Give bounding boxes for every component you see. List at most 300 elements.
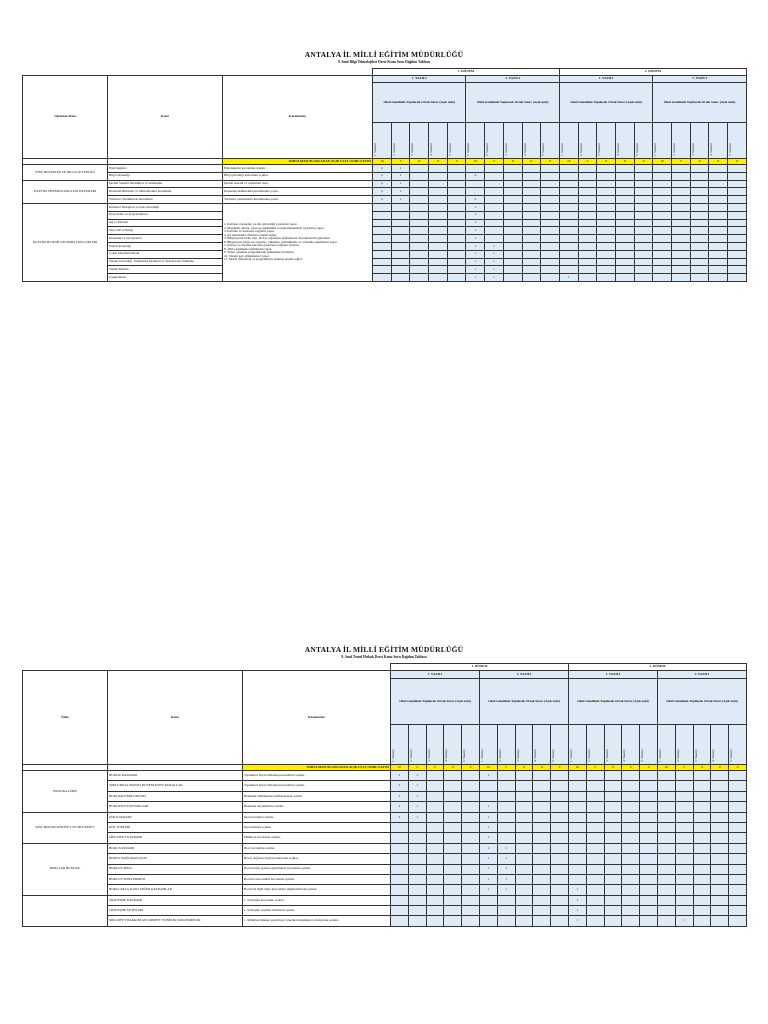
scenario-label: 5. Senaryo [551,749,556,762]
exam-type-open: (Açık uçlu) [439,99,455,104]
mark-cell [658,874,676,884]
mark-cell [408,874,426,884]
mark-cell [541,196,560,204]
sum-value: 0 [447,159,466,165]
mark-cell [515,916,533,926]
mark-cell [729,822,747,832]
mark-cell [497,771,515,781]
mark-cell: 1 [569,906,587,916]
mark-cell [503,266,522,274]
sum-value: 10 [373,159,392,165]
mark-cell [597,211,616,219]
mark-cell [690,250,709,258]
learning-area: İŞLETİM SİSTEMİ KURULUM İŞLEMLERİ [23,180,108,203]
mark-cell [729,874,747,884]
unit-cell: KİŞİ, HUKUKİ EHLİYET VE MÜLKİYET [23,812,108,843]
mark-cell: 1 [480,771,498,781]
mark-cell [711,833,729,843]
mark-cell [711,802,729,812]
scenario-header [429,123,448,159]
topic-cell: İşletim Sistemi Özellikleri ve Kurulumu [108,180,223,188]
mark-cell [373,266,392,274]
scenario-label: 4. Senaryo [522,143,527,156]
mark-cell [586,874,604,884]
sum-value: 0 [693,765,711,771]
mark-cell [690,266,709,274]
mark-cell [586,822,604,832]
mark-cell [410,250,429,258]
mark-cell [515,843,533,853]
mark-cell [728,250,747,258]
scenario-header [408,725,426,765]
sum-value: 0 [709,159,728,165]
mark-cell [551,895,569,905]
mark-cell: 2 [373,180,392,188]
mark-cell [373,235,392,243]
mark-cell [634,211,653,219]
sum-value: 10 [658,765,676,771]
table-row [23,180,747,188]
mark-cell [578,266,597,274]
mark-cell [586,781,604,791]
mark-cell [408,833,426,843]
scenario-label: 3. Senaryo [426,749,431,762]
sum-value: 0 [462,765,480,771]
mark-cell [447,188,466,196]
scenario-header [634,123,653,159]
mark-cell: 2 [373,196,392,204]
sheet1-subtitle: 9. Sınıf Bilgi Teknolojileri Dersi Konu Soru Dağılım Tablosu [337,60,431,64]
mark-cell [503,196,522,204]
mark-cell [569,781,587,791]
mark-cell [497,791,515,801]
outcome-cell: Toplumsal hayatı düzenleyen kuralları açıklar. [243,771,391,781]
mark-cell [373,203,392,211]
mark-cell [559,266,578,274]
mark-cell [586,916,604,926]
scenario-label: 1. Senaryo [391,749,396,762]
exam-type-4 [658,679,747,725]
scenario-label: 4. Senaryo [709,143,714,156]
mark-cell [672,180,691,188]
mark-cell [653,266,672,274]
mark-cell [410,219,429,227]
mark-cell [640,843,658,853]
table-row [23,854,747,864]
mark-cell [485,211,504,219]
mark-cell [522,196,541,204]
mark-cell [462,791,480,801]
mark-cell [693,854,711,864]
mark-cell [615,274,634,282]
scenario-label: 1. Senaryo [373,143,378,156]
sum-value: 10 [391,765,409,771]
scenario-label: 2. Senaryo [497,749,502,762]
mark-cell [503,180,522,188]
mark-cell [559,211,578,219]
scenario-label: 5. Senaryo [729,749,734,762]
mark-cell [533,906,551,916]
mark-cell [462,854,480,864]
table-row [23,812,747,822]
scenario-header [497,725,515,765]
mark-cell [675,843,693,853]
mark-cell [615,258,634,266]
scenario-header [466,123,485,159]
mark-cell [578,188,597,196]
mark-cell [693,771,711,781]
mark-cell [658,843,676,853]
scenario-header [690,123,709,159]
mark-cell [729,812,747,822]
mark-cell [622,885,640,895]
mark-cell [410,203,429,211]
sheet-bilgi-teknolojileri [22,50,746,282]
mark-cell [485,196,504,204]
mark-cell [597,266,616,274]
mark-cell [578,196,597,204]
mark-cell [559,172,578,180]
unit-cell [23,895,108,926]
mark-cell [640,874,658,884]
mark-cell [533,833,551,843]
mark-cell [690,188,709,196]
mark-cell [541,211,560,219]
sum-value: 0 [503,159,522,165]
mark-cell [586,864,604,874]
unit-cell: BORÇLAR HUKUKU [23,843,108,895]
mark-cell [462,874,480,884]
mark-cell [533,864,551,874]
mark-cell [586,895,604,905]
exam-type-2 [480,679,569,725]
mark-cell: 1 [485,242,504,250]
mark-cell [634,266,653,274]
mark-cell [615,165,634,173]
exam-type-1 [373,83,466,123]
mark-cell [604,854,622,864]
mark-cell [426,771,444,781]
table-row [23,203,747,211]
topic-cell: Çoklu Masaüstü Modu [108,250,223,258]
mark-cell [640,895,658,905]
mark-cell [515,833,533,843]
mark-cell [429,227,448,235]
mark-cell [690,227,709,235]
mark-cell [604,906,622,916]
header-blank [23,69,373,76]
scenario-header [426,725,444,765]
exam-type-label: Okul Genelinde Yapılacak Ortak Sınav [399,698,455,703]
outcome-cell: Borçlarla ilgili diğer kavramları ilişkilendirerek açıklar. [243,885,391,895]
mark-cell [640,885,658,895]
topic-cell: Yardımcı Yazılımların Kurulumu [108,196,223,204]
mark-cell [675,854,693,864]
scenario-label: 2. Senaryo [578,143,583,156]
sheet1-table [22,68,747,282]
exam-type-open: (Açık uçlu) [455,698,471,703]
mark-cell [497,833,515,843]
mark-cell [597,172,616,180]
topic-cell: HUKUKUN BÖLÜMLERİ [108,791,243,801]
col-topic-header: Konu [108,671,243,765]
scenario-header [541,123,560,159]
mark-cell [551,854,569,864]
mark-cell [634,219,653,227]
mark-cell: 2 [391,812,409,822]
sum-value: 5 [675,765,693,771]
topic-cell: MÜLKİYET HAKKINI GEÇİRMEYE YÖNELİK SÖZLEŞMELER [108,916,243,926]
mark-cell [426,864,444,874]
mark-cell [640,802,658,812]
exam-type-label: Okul Genelinde Yapılacak Ortak Sınav [488,698,544,703]
mark-cell [551,802,569,812]
mark-cell [675,791,693,801]
exam-type-label: Okul Genelinde Yapılacak Ortak Sınav [663,99,719,104]
mark-cell [578,211,597,219]
outcome-cell: Hukukun kaynaklarını açıklar. [243,802,391,812]
mark-cell [373,227,392,235]
mark-cell [658,895,676,905]
topic-cell: BORCUN SONA ERMESİ [108,874,243,884]
mark-cell [658,822,676,832]
mark-cell [640,812,658,822]
scenario-label: 5. Senaryo [640,749,645,762]
mark-cell [615,172,634,180]
mark-cell [586,906,604,916]
topic-cell: KİŞİ KAVRAMI [108,812,243,822]
mark-cell [569,864,587,874]
mark-cell: 1 [559,274,578,282]
mark-cell [658,781,676,791]
mark-cell [622,781,640,791]
outcome-cell: Hukukun bölümlerini sınıflandırarak açıklar. [243,791,391,801]
outcome-cell: Etik değerler kavramını açıklar. [223,165,373,173]
mark-cell [551,822,569,832]
mark-cell [675,906,693,916]
mark-cell [653,274,672,282]
table-row [23,258,747,266]
mark-cell [429,219,448,227]
mark-cell [522,274,541,282]
mark-cell [597,188,616,196]
mark-cell: 1 [675,916,693,926]
mark-cell [634,274,653,282]
mark-cell [729,833,747,843]
mark-cell [672,188,691,196]
mark-cell [551,874,569,884]
mark-cell [653,180,672,188]
mark-cell [391,895,409,905]
topic-cell: BORÇLARLA İLGİLİ DİĞER KAVRAMLAR [108,885,243,895]
mark-cell [426,802,444,812]
mark-cell [729,885,747,895]
sum-value: 0 [410,159,429,165]
mark-cell [480,895,498,905]
sum-value: 0 [597,159,616,165]
mark-cell [693,802,711,812]
exam-header-4: 2. YAZILI [653,76,746,83]
mark-cell [569,822,587,832]
mark-cell [690,211,709,219]
mark-cell [672,219,691,227]
mark-cell [462,781,480,791]
mark-cell [533,771,551,781]
mark-cell: 1 [408,771,426,781]
mark-cell [522,266,541,274]
mark-cell [444,916,462,926]
mark-cell [622,916,640,926]
scenario-header [410,123,429,159]
mark-cell [711,771,729,781]
mark-cell [615,250,634,258]
mark-cell [640,854,658,864]
mark-cell [533,802,551,812]
mark-cell [622,771,640,781]
mark-cell [622,843,640,853]
mark-cell [640,833,658,843]
mark-cell [586,791,604,801]
scenario-label: 2. Senaryo [485,143,490,156]
mark-cell [615,266,634,274]
mark-cell [634,196,653,204]
scenario-header [533,725,551,765]
mark-cell [462,771,480,781]
mark-cell [711,854,729,864]
mark-cell [559,196,578,204]
mark-cell [578,258,597,266]
sum-value: 0 [522,159,541,165]
mark-cell [559,235,578,243]
mark-cell [462,802,480,812]
mark-cell [711,916,729,926]
mark-cell: 1 [466,219,485,227]
mark-cell [485,227,504,235]
mark-cell [640,864,658,874]
mark-cell [551,771,569,781]
mark-cell [634,242,653,250]
mark-cell: 1 [466,211,485,219]
mark-cell: 1 [569,916,587,926]
scenario-label: 3. Senaryo [604,749,609,762]
mark-cell [675,833,693,843]
mark-cell [480,781,498,791]
mark-cell [429,188,448,196]
table-row [23,172,747,180]
mark-cell [533,885,551,895]
mark-cell [672,203,691,211]
mark-cell [729,802,747,812]
mark-cell [541,242,560,250]
mark-cell [447,274,466,282]
mark-cell [444,812,462,822]
mark-cell: 2 [391,771,409,781]
mark-cell [497,812,515,822]
mark-cell: 1 [497,854,515,864]
mark-cell [447,258,466,266]
mark-cell: 1 [466,250,485,258]
scenario-header [597,123,616,159]
exam-type-open: (Açık uçlu) [532,99,549,104]
mark-cell [604,822,622,832]
mark-cell: 1 [391,180,410,188]
mark-cell [709,180,728,188]
mark-cell [533,791,551,801]
mark-cell [569,791,587,801]
mark-cell: 1 [480,874,498,884]
mark-cell [480,916,498,926]
mark-cell [447,227,466,235]
scenario-label: 4. Senaryo [622,749,627,762]
mark-cell: 1 [485,258,504,266]
scenario-header [675,725,693,765]
table-row [23,885,747,895]
mark-cell [522,188,541,196]
scenario-header [373,123,392,159]
mark-cell [462,895,480,905]
mark-cell [522,219,541,227]
scenario-header [729,725,747,765]
topic-cell: Sistem Güvenliği, Yedekleme İşlemleri ve Sistem Geri Yükleme [108,258,223,266]
mark-cell [444,864,462,874]
mark-cell [522,180,541,188]
mark-cell [408,885,426,895]
table-row [23,791,747,801]
mark-cell [410,180,429,188]
mark-cell: 1 [466,235,485,243]
sum-value: 5 [485,159,504,165]
mark-cell [426,885,444,895]
mark-cell [578,235,597,243]
mark-cell [728,180,747,188]
mark-cell [485,165,504,173]
topic-cell: HUKUKUN KAYNAKLARI [108,802,243,812]
mark-cell [693,781,711,791]
mark-cell [693,791,711,801]
sum-value: 0 [729,765,747,771]
mark-cell [497,895,515,905]
mark-cell [447,266,466,274]
mark-cell [541,250,560,258]
mark-cell [690,172,709,180]
mark-cell [711,843,729,853]
outcome-line: 2. Masaüstü, klasör, pencere görünümü ve kişiselleştirmeyi ayarlarını yapar. [224,225,325,230]
topic-cell: Etik Değerler [108,165,223,173]
exam-type-open: (Açık uçlu) [544,698,560,703]
mark-cell [410,274,429,282]
mark-cell: 1 [391,172,410,180]
mark-cell [640,916,658,926]
exam-type-4 [653,83,746,123]
table-row [23,266,747,274]
mark-cell [551,812,569,822]
mark-cell [640,771,658,781]
exam-type-label: Okul Genelinde Yapılacak Ortak Sınav [666,698,722,703]
mark-cell [551,864,569,874]
mark-cell [429,180,448,188]
mark-cell [615,211,634,219]
sum-value: 5 [586,765,604,771]
mark-cell [615,188,634,196]
scenario-label: 4. Senaryo [533,749,538,762]
mark-cell [444,802,462,812]
outcome-cell: Borç kavramını açıklar. [243,843,391,853]
mark-cell [429,211,448,219]
mark-cell [586,854,604,864]
scenario-header [604,725,622,765]
scenario-label: 1. Senaryo [658,749,662,762]
mark-cell [503,227,522,235]
